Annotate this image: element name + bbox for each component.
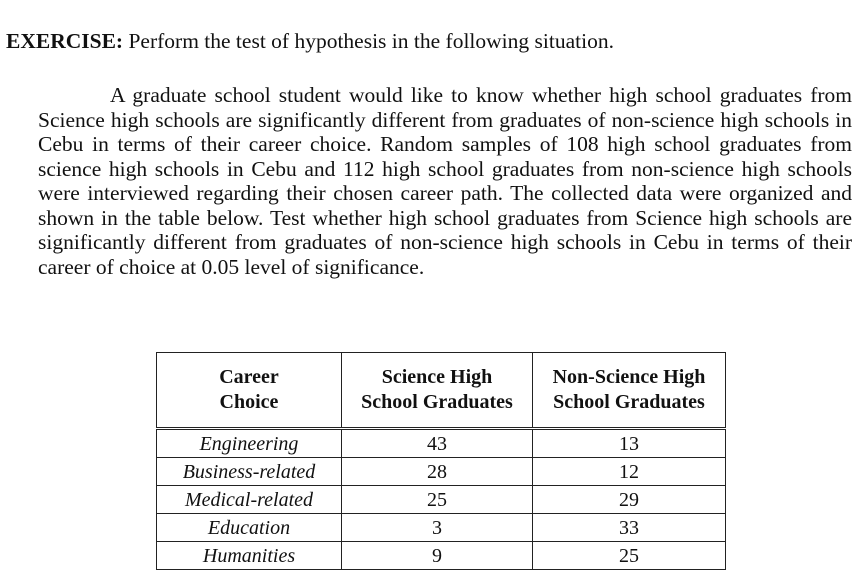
science-count-cell: 43 bbox=[342, 429, 533, 458]
career-choice-cell: Medical-related bbox=[157, 486, 342, 514]
header-nonscience-line1: Non-Science High bbox=[552, 366, 706, 388]
header-science-line2: School Graduates bbox=[361, 391, 513, 413]
header-career-choice bbox=[157, 353, 342, 429]
table-header-row bbox=[157, 353, 726, 429]
exercise-label: EXERCISE: bbox=[6, 29, 124, 53]
career-choice-cell: Business-related bbox=[157, 458, 342, 486]
career-choice-cell: Engineering bbox=[157, 429, 342, 458]
exercise-heading bbox=[6, 28, 614, 54]
table-row bbox=[157, 429, 726, 458]
exercise-instruction: Perform the test of hypothesis in the following situation. bbox=[128, 29, 614, 53]
problem-statement: A graduate school student would like to know whether high school graduates from Science high schools are significantly different from graduates of non-science high schools in Cebu in terms of their career choice. Random samples of 108 high school graduates from science high schools in Cebu and 112 high school graduates from non-science high schools were interviewed regarding their chosen career path. The collected data were organized and shown in the table below. Test whether high school graduates from Science high schools are significantly different from graduates of non-science high schools in Cebu in terms of their career of choice at 0.05 level of significance. bbox=[38, 83, 852, 279]
table-row bbox=[157, 458, 726, 486]
nonscience-count-cell: 12 bbox=[533, 458, 726, 486]
header-science-line1: Science High bbox=[381, 366, 493, 388]
nonscience-count-cell: 29 bbox=[533, 486, 726, 514]
header-career-line2: Choice bbox=[219, 391, 279, 413]
table-row bbox=[157, 514, 726, 542]
header-nonscience-graduates bbox=[533, 353, 726, 429]
nonscience-count-cell: 33 bbox=[533, 514, 726, 542]
science-count-cell: 25 bbox=[342, 486, 533, 514]
career-choice-cell: Humanities bbox=[157, 542, 342, 570]
header-nonscience-line2: School Graduates bbox=[553, 391, 705, 413]
nonscience-count-cell: 13 bbox=[533, 429, 726, 458]
header-science-graduates bbox=[342, 353, 533, 429]
header-career-line1: Career bbox=[219, 366, 279, 388]
career-choice-cell: Education bbox=[157, 514, 342, 542]
nonscience-count-cell: 25 bbox=[533, 542, 726, 570]
science-count-cell: 28 bbox=[342, 458, 533, 486]
table-row bbox=[157, 486, 726, 514]
science-count-cell: 9 bbox=[342, 542, 533, 570]
table-row bbox=[157, 542, 726, 570]
science-count-cell: 3 bbox=[342, 514, 533, 542]
career-choice-table bbox=[156, 352, 726, 570]
